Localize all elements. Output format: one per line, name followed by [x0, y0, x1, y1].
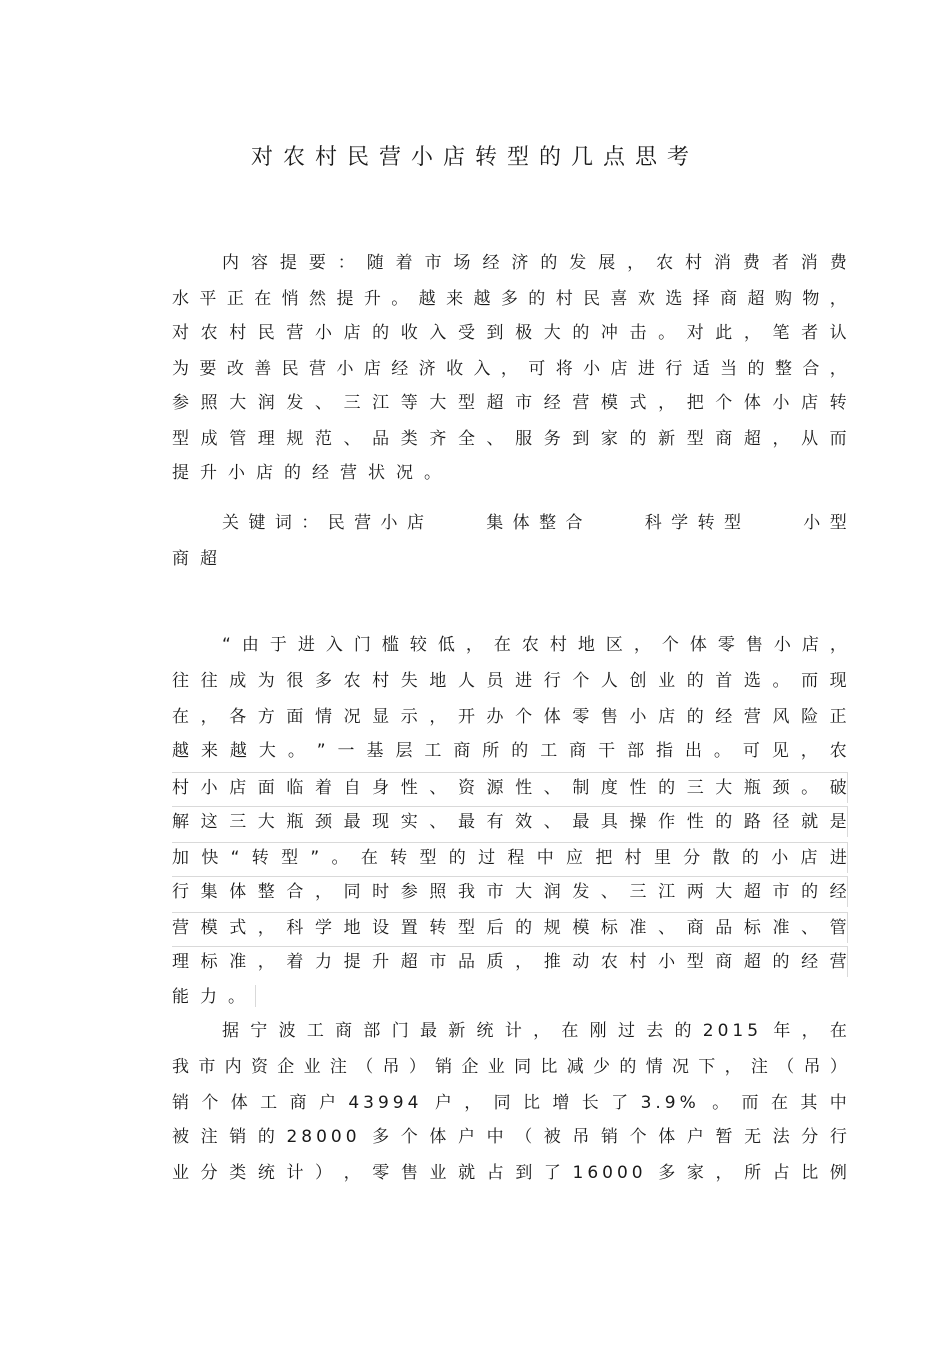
text-line: 内 容 提 要 ： 随 着 市 场 经 济 的 发 展 ， 农 村 消 费 者 消 费 — [222, 253, 847, 273]
text-line: “ 由 于 进 入 门 槛 较 低 ， 在 农 村 地 区 ， 个 体 零 售 小 店 ， — [222, 635, 847, 655]
text-line: 能 力 。 — [172, 987, 245, 1007]
text-line: 业 分 类 统 计 ） ， 零 售 业 就 占 到 了 16000 多 家 ， 所 占 比 例 — [172, 1163, 847, 1183]
text-line: 为 要 改 善 民 营 小 店 经 济 收 入 ， 可 将 小 店 进 行 适 当 的 整 合 ， — [172, 359, 847, 379]
text-line: 被 注 销 的 28000 多 个 体 户 中 （ 被 吊 销 个 体 户 暂 无 法 分 行 — [172, 1127, 847, 1147]
text-line: 据 宁 波 工 商 部 门 最 新 统 计 ， 在 刚 过 去 的 2015 年 ， 在 — [222, 1021, 847, 1041]
text-line: 对 农 村 民 营 小 店 的 收 入 受 到 极 大 的 冲 击 。 对 此 ， 笔 者 认 — [172, 323, 847, 343]
text-line: 加 快 “ 转 型 ” 。 在 转 型 的 过 程 中 应 把 村 里 分 散 的 小 店 进 — [172, 842, 848, 873]
text-line: 型 成 管 理 规 范 、 品 类 齐 全 、 服 务 到 家 的 新 型 商 超 ， 从 而 — [172, 429, 847, 449]
text-line: 销 个 体 工 商 户 43994 户 ， 同 比 增 长 了 3.9% 。 而 在 其 中 — [172, 1093, 847, 1113]
text-line: 参 照 大 润 发 、 三 江 等 大 型 超 市 经 营 模 式 ， 把 个 体 小 店 转 — [172, 393, 847, 413]
text-line: 解 这 三 大 瓶 颈 最 现 实 、 最 有 效 、 最 具 操 作 性 的 路 径 就 是 — [172, 806, 848, 837]
text-line: 村 小 店 面 临 着 自 身 性 、 资 源 性 、 制 度 性 的 三 大 瓶 颈 。 破 — [172, 772, 848, 803]
text-line: 营 模 式 ， 科 学 地 设 置 转 型 后 的 规 模 标 准 、 商 品 标 准 、 管 — [172, 912, 848, 943]
text-line: 我 市 内 资 企 业 注 （ 吊 ） 销 企 业 同 比 减 少 的 情 况 下 ， 注 （ 吊 ） — [172, 1057, 847, 1077]
text-line: 商 超 — [172, 549, 217, 569]
text-line: 行 集 体 整 合 ， 同 时 参 照 我 市 大 润 发 、 三 江 两 大 超 市 的 经 — [172, 876, 848, 907]
text-line: 提 升 小 店 的 经 营 状 况 。 — [172, 463, 441, 483]
text-line: 水 平 正 在 悄 然 提 升 。 越 来 越 多 的 村 民 喜 欢 选 择 商 超 购 物 ， — [172, 289, 847, 309]
text-line: 理 标 准 ， 着 力 提 升 超 市 品 质 ， 推 动 农 村 小 型 商 超 的 经 营 — [172, 946, 848, 977]
text-box-edge — [255, 985, 256, 1007]
document-title: 对农村民营小店转型的几点思考 — [250, 145, 699, 170]
text-line: 关 键 词 ： 民 营 小 店 集 体 整 合 科 学 转 型 小 型 — [222, 513, 847, 533]
text-line: 越 来 越 大 。 ” 一 基 层 工 商 所 的 工 商 干 部 指 出 。 可 见 ， 农 — [172, 741, 847, 761]
text-line: 在 ， 各 方 面 情 况 显 示 ， 开 办 个 体 零 售 小 店 的 经 营 风 险 正 — [172, 707, 847, 727]
text-line: 往 往 成 为 很 多 农 村 失 地 人 员 进 行 个 人 创 业 的 首 选 。 而 现 — [172, 671, 847, 691]
